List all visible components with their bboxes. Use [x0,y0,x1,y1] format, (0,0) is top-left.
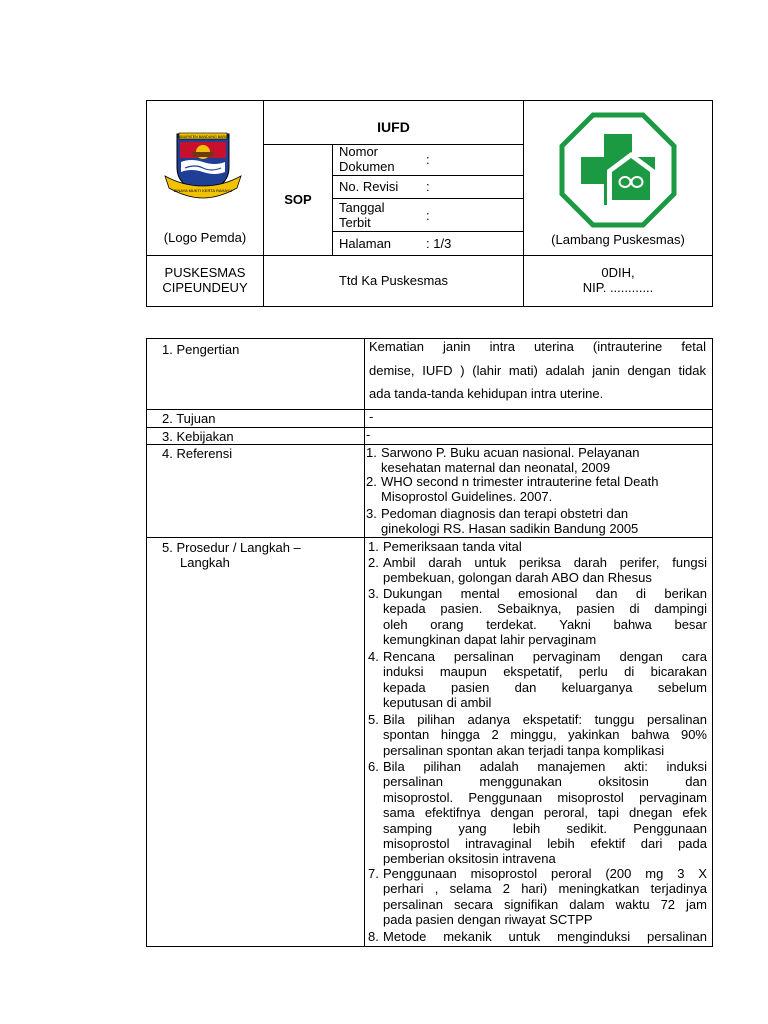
no-revisi-value: : [426,179,430,194]
ttd-ka-puskesmas: Ttd Ka Puskesmas [338,273,449,288]
pengertian-label: 1. Pengertian [162,342,240,357]
svg-text:KABUPATEN BANDUNG BARAT: KABUPATEN BANDUNG BARAT [176,135,230,139]
pengertian-text: Kematian janin intra uterina (intrauterine fetal demise, IUFD ) (lahir mati) adalah janin dengan tidak ada tanda-tanda kehidupan intra uterine. [369,339,706,401]
referensi-label: 4. Referensi [162,446,233,461]
logo-pemda-caption: (Logo Pemda) [163,230,247,245]
no-revisi-label: No. Revisi [339,179,399,194]
prosedur-label: 5. Prosedur / Langkah – Langkah [162,540,301,570]
list-item: 3. Pedoman diagnosis dan terapi obstetri dan ginekologi RS. Hasan sadikin Bandung 2005 [366,506,639,537]
list-item: 1. Sarwono P. Buku acuan nasional. Pelayanan kesehatan maternal dan neonatal, 2009 [366,445,640,476]
tanggal-terbit-value: : [426,208,430,223]
tanggal-terbit-label: Tanggal Terbit [339,200,385,230]
document-title: IUFD [377,119,410,135]
kebijakan-value: - [366,427,371,442]
lambang-puskesmas-logo [559,112,677,228]
logo-pemda [163,128,243,206]
kebijakan-label: 3. Kebijakan [162,429,234,444]
tujuan-value: - [369,409,374,424]
nomor-dokumen-value: : [426,152,430,167]
lambang-puskesmas-caption: (Lambang Puskesmas) [551,232,685,247]
svg-text:BINAYA MUKTI KERTA RAHAYU: BINAYA MUKTI KERTA RAHAYU [173,188,233,193]
nomor-dokumen-label: Nomor Dokumen [339,144,395,174]
halaman-label: Halaman [339,236,392,251]
halaman-value: : 1/3 [426,236,452,251]
puskesmas-name: PUSKESMAS CIPEUNDEUY [162,265,248,295]
tujuan-label: 2. Tujuan [162,411,216,426]
kepala-signature: 0DIH, NIP. ............ [582,265,654,295]
list-item: 2. WHO second n trimester intrauterine fetal Death Misoprostol Guidelines. 2007. [366,474,659,505]
sop-label: SOP [284,192,312,207]
